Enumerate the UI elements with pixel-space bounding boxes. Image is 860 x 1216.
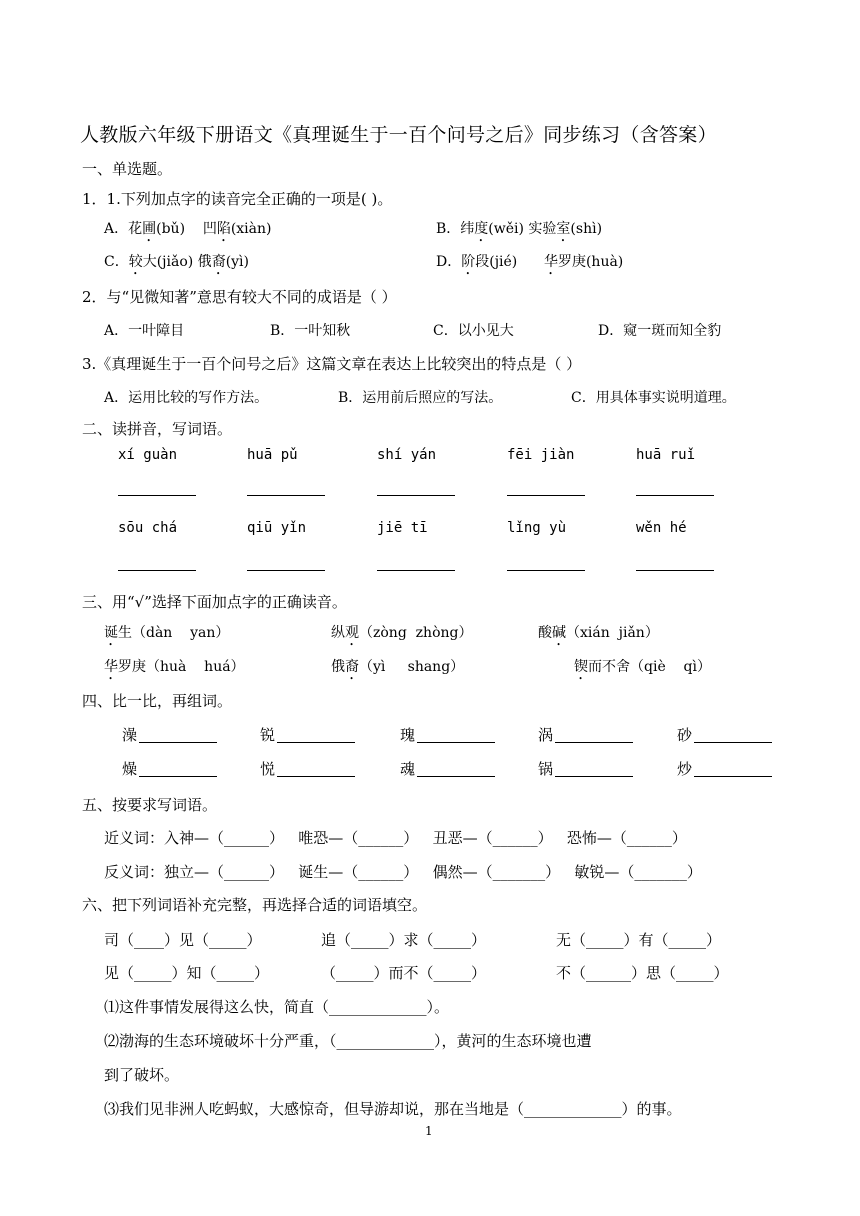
answer-blank[interactable] xyxy=(139,776,217,777)
compare-char: 炒 xyxy=(677,760,693,778)
q2-option-b: B．一叶知秋 xyxy=(270,323,351,339)
answer-blank[interactable] xyxy=(417,742,495,743)
answer-blank[interactable] xyxy=(507,495,585,496)
pinyin-item: huā pǔ xyxy=(247,447,298,463)
q1-option-d: D．阶段(jié) 华罗庚(huà) xyxy=(436,254,624,270)
idiom-fill: 追（_____）求（_____） xyxy=(321,931,487,949)
compare-char: 燥 xyxy=(122,760,138,778)
section-3-heading: 三、用“√”选择下面加点字的正确读音。 xyxy=(82,593,347,611)
pinyin-item: fēi jiàn xyxy=(507,447,575,463)
answer-blank[interactable] xyxy=(555,742,633,743)
q1-option-a: A．花圃(bǔ) 凹陷(xiàn) xyxy=(104,221,272,237)
compare-char: 瑰 xyxy=(400,726,416,744)
idiom-fill: （_____）而不（_____） xyxy=(321,964,487,982)
antonym-line: 反义词：独立—（______） 诞生—（______） 偶然—（_______） 敏锐—（_______） xyxy=(104,863,702,881)
section-5-heading: 五、按要求写词语。 xyxy=(82,796,218,814)
pronunciation-item: 酸碱（xián jiǎn） xyxy=(538,625,659,641)
fill-sentence-2-cont: 到了破坏。 xyxy=(104,1066,180,1084)
q1-option-c: C．较大(jiǎo) 俄裔(yì) xyxy=(104,254,249,270)
synonym-line: 近义词：入神—（______） 唯恐—（______） 丑恶—（______） 恐怖—（______） xyxy=(104,829,687,847)
fill-sentence-2: ⑵渤海的生态环境破坏十分严重，（_____________），黄河的生态环境也遭 xyxy=(104,1032,592,1050)
pinyin-item: shí yán xyxy=(377,447,437,463)
answer-blank[interactable] xyxy=(507,570,585,571)
pronunciation-item: 锲而不舍（qiè qì） xyxy=(574,659,711,675)
pronunciation-item: 华罗庚（huà huá） xyxy=(104,659,245,675)
compare-char: 澡 xyxy=(122,726,138,744)
q3-option-b: B．运用前后照应的写法。 xyxy=(338,390,503,406)
fill-sentence-3: ⑶我们见非洲人吃蚂蚁，大感惊奇，但导游却说，那在当地是（_____________）的事。 xyxy=(104,1100,682,1118)
pronunciation-item: 纵观（zòng zhòng） xyxy=(331,625,473,641)
answer-blank[interactable] xyxy=(139,742,217,743)
answer-blank[interactable] xyxy=(417,776,495,777)
pinyin-item: wěn hé xyxy=(636,520,687,536)
pinyin-item: jiē tī xyxy=(377,520,428,536)
q1-option-b: B．纬度(wěi) 实验室(shì) xyxy=(436,221,603,237)
answer-blank[interactable] xyxy=(555,776,633,777)
compare-char: 锐 xyxy=(260,726,276,744)
section-4-heading: 四、比一比，再组词。 xyxy=(82,692,233,710)
idiom-fill: 不（______）思（_____） xyxy=(556,964,729,982)
answer-blank[interactable] xyxy=(277,776,355,777)
pinyin-item: qiū yǐn xyxy=(247,520,307,536)
section-1-heading: 一、单选题。 xyxy=(82,160,173,178)
q2-option-d: D．窥一斑而知全豹 xyxy=(598,323,722,339)
answer-blank[interactable] xyxy=(636,495,714,496)
compare-char: 砂 xyxy=(677,726,693,744)
idiom-fill: 司（____）见（_____） xyxy=(104,931,262,949)
answer-blank[interactable] xyxy=(694,742,772,743)
idiom-fill: 无（_____）有（_____） xyxy=(556,931,722,949)
compare-char: 悦 xyxy=(260,760,276,778)
compare-char: 魂 xyxy=(400,760,416,778)
answer-blank[interactable] xyxy=(277,742,355,743)
q2-option-c: C．以小见大 xyxy=(433,323,514,339)
pinyin-item: huā ruǐ xyxy=(636,447,696,463)
q3-option-c: C．用具体事实说明道理。 xyxy=(571,390,736,406)
answer-blank[interactable] xyxy=(118,570,196,571)
answer-blank[interactable] xyxy=(694,776,772,777)
answer-blank[interactable] xyxy=(247,570,325,571)
pinyin-item: lǐng yù xyxy=(507,520,567,536)
q3-stem: 3.《真理诞生于一百个问号之后》这篇文章在表达上比较突出的特点是（ ） xyxy=(82,355,582,373)
answer-blank[interactable] xyxy=(247,495,325,496)
section-2-heading: 二、读拼音，写词语。 xyxy=(82,420,233,438)
q2-stem: 2．与“见微知著”意思有较大不同的成语是（ ） xyxy=(82,288,397,306)
page-number: 1 xyxy=(425,1124,433,1138)
fill-sentence-1: ⑴这件事情发展得这么快，简直（_____________）。 xyxy=(104,998,450,1016)
q3-option-a: A．运用比较的写作方法。 xyxy=(104,390,269,406)
section-6-heading: 六、把下列词语补充完整，再选择合适的词语填空。 xyxy=(82,896,428,914)
compare-char: 涡 xyxy=(538,726,554,744)
pronunciation-item: 诞生（dàn yan） xyxy=(104,625,230,641)
pinyin-item: xí guàn xyxy=(118,447,178,463)
pinyin-item: sōu chá xyxy=(118,520,178,536)
idiom-fill: 见（_____）知（_____） xyxy=(104,964,270,982)
page-title: 人教版六年级下册语文《真理诞生于一百个问号之后》同步练习（含答案） xyxy=(80,124,717,146)
pronunciation-item: 俄裔（yì shang） xyxy=(331,659,465,675)
compare-char: 锅 xyxy=(538,760,554,778)
q2-option-a: A．一叶障目 xyxy=(104,323,185,339)
answer-blank[interactable] xyxy=(377,570,455,571)
q1-stem: 1．1.下列加点字的读音完全正确的一项是( )。 xyxy=(82,190,393,208)
answer-blank[interactable] xyxy=(377,495,455,496)
answer-blank[interactable] xyxy=(636,570,714,571)
answer-blank[interactable] xyxy=(118,495,196,496)
